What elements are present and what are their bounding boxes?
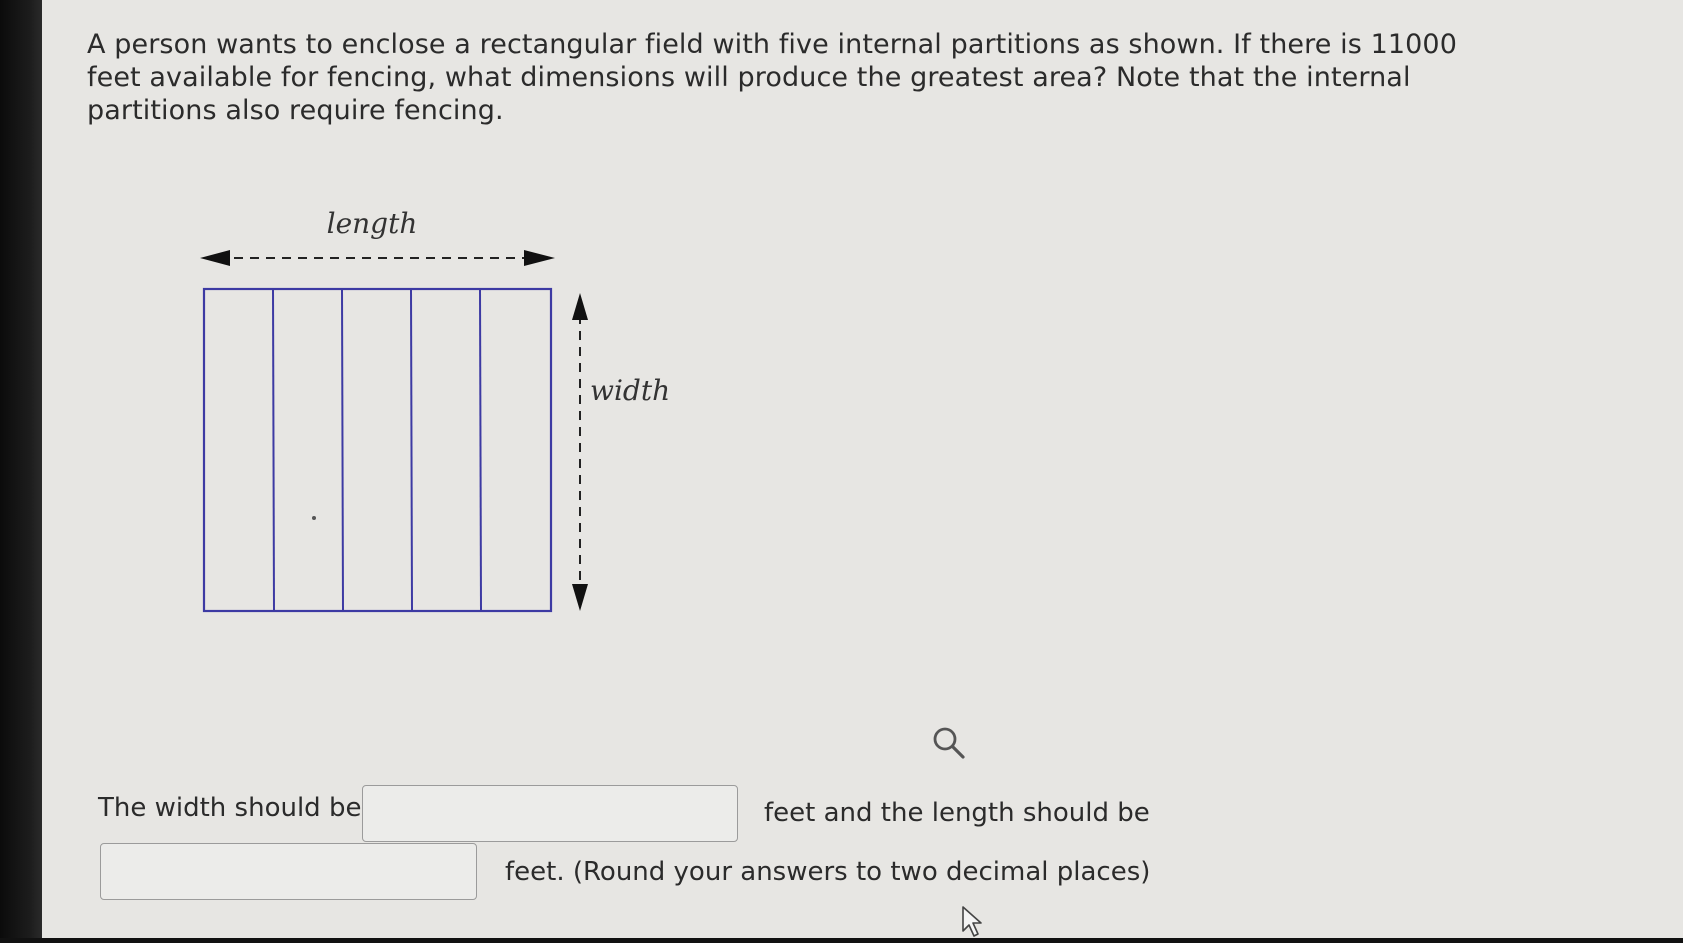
partition-line — [273, 289, 274, 611]
partition-line — [411, 289, 412, 611]
question-screen — [42, 0, 1683, 938]
length-label: length — [326, 207, 418, 240]
length-input[interactable] — [100, 843, 477, 900]
field-diagram — [152, 195, 712, 645]
mouse-pointer-icon — [960, 905, 986, 938]
suffix-text: feet. (Round your answers to two decimal places) — [505, 857, 1151, 887]
monitor-bezel — [0, 0, 42, 938]
length-arrow — [200, 250, 555, 266]
magnifier-icon[interactable] — [932, 726, 966, 760]
middle-text: feet and the length should be — [764, 798, 1150, 828]
width-input[interactable] — [362, 785, 738, 842]
field-diagram-svg — [152, 195, 712, 645]
partition-line — [480, 289, 481, 611]
width-arrow — [572, 293, 588, 611]
width-prefix-text: The width should be — [98, 793, 362, 823]
field-rectangle — [204, 289, 551, 611]
width-label: width — [590, 374, 671, 407]
question-text: A person wants to enclose a rectangular field with five internal partitions as shown. If there is 11000 feet available for fencing, what dimensions will produce the greatest area? Note that the internal partitions also require fencing. — [87, 29, 1457, 126]
partition-line — [342, 289, 343, 611]
